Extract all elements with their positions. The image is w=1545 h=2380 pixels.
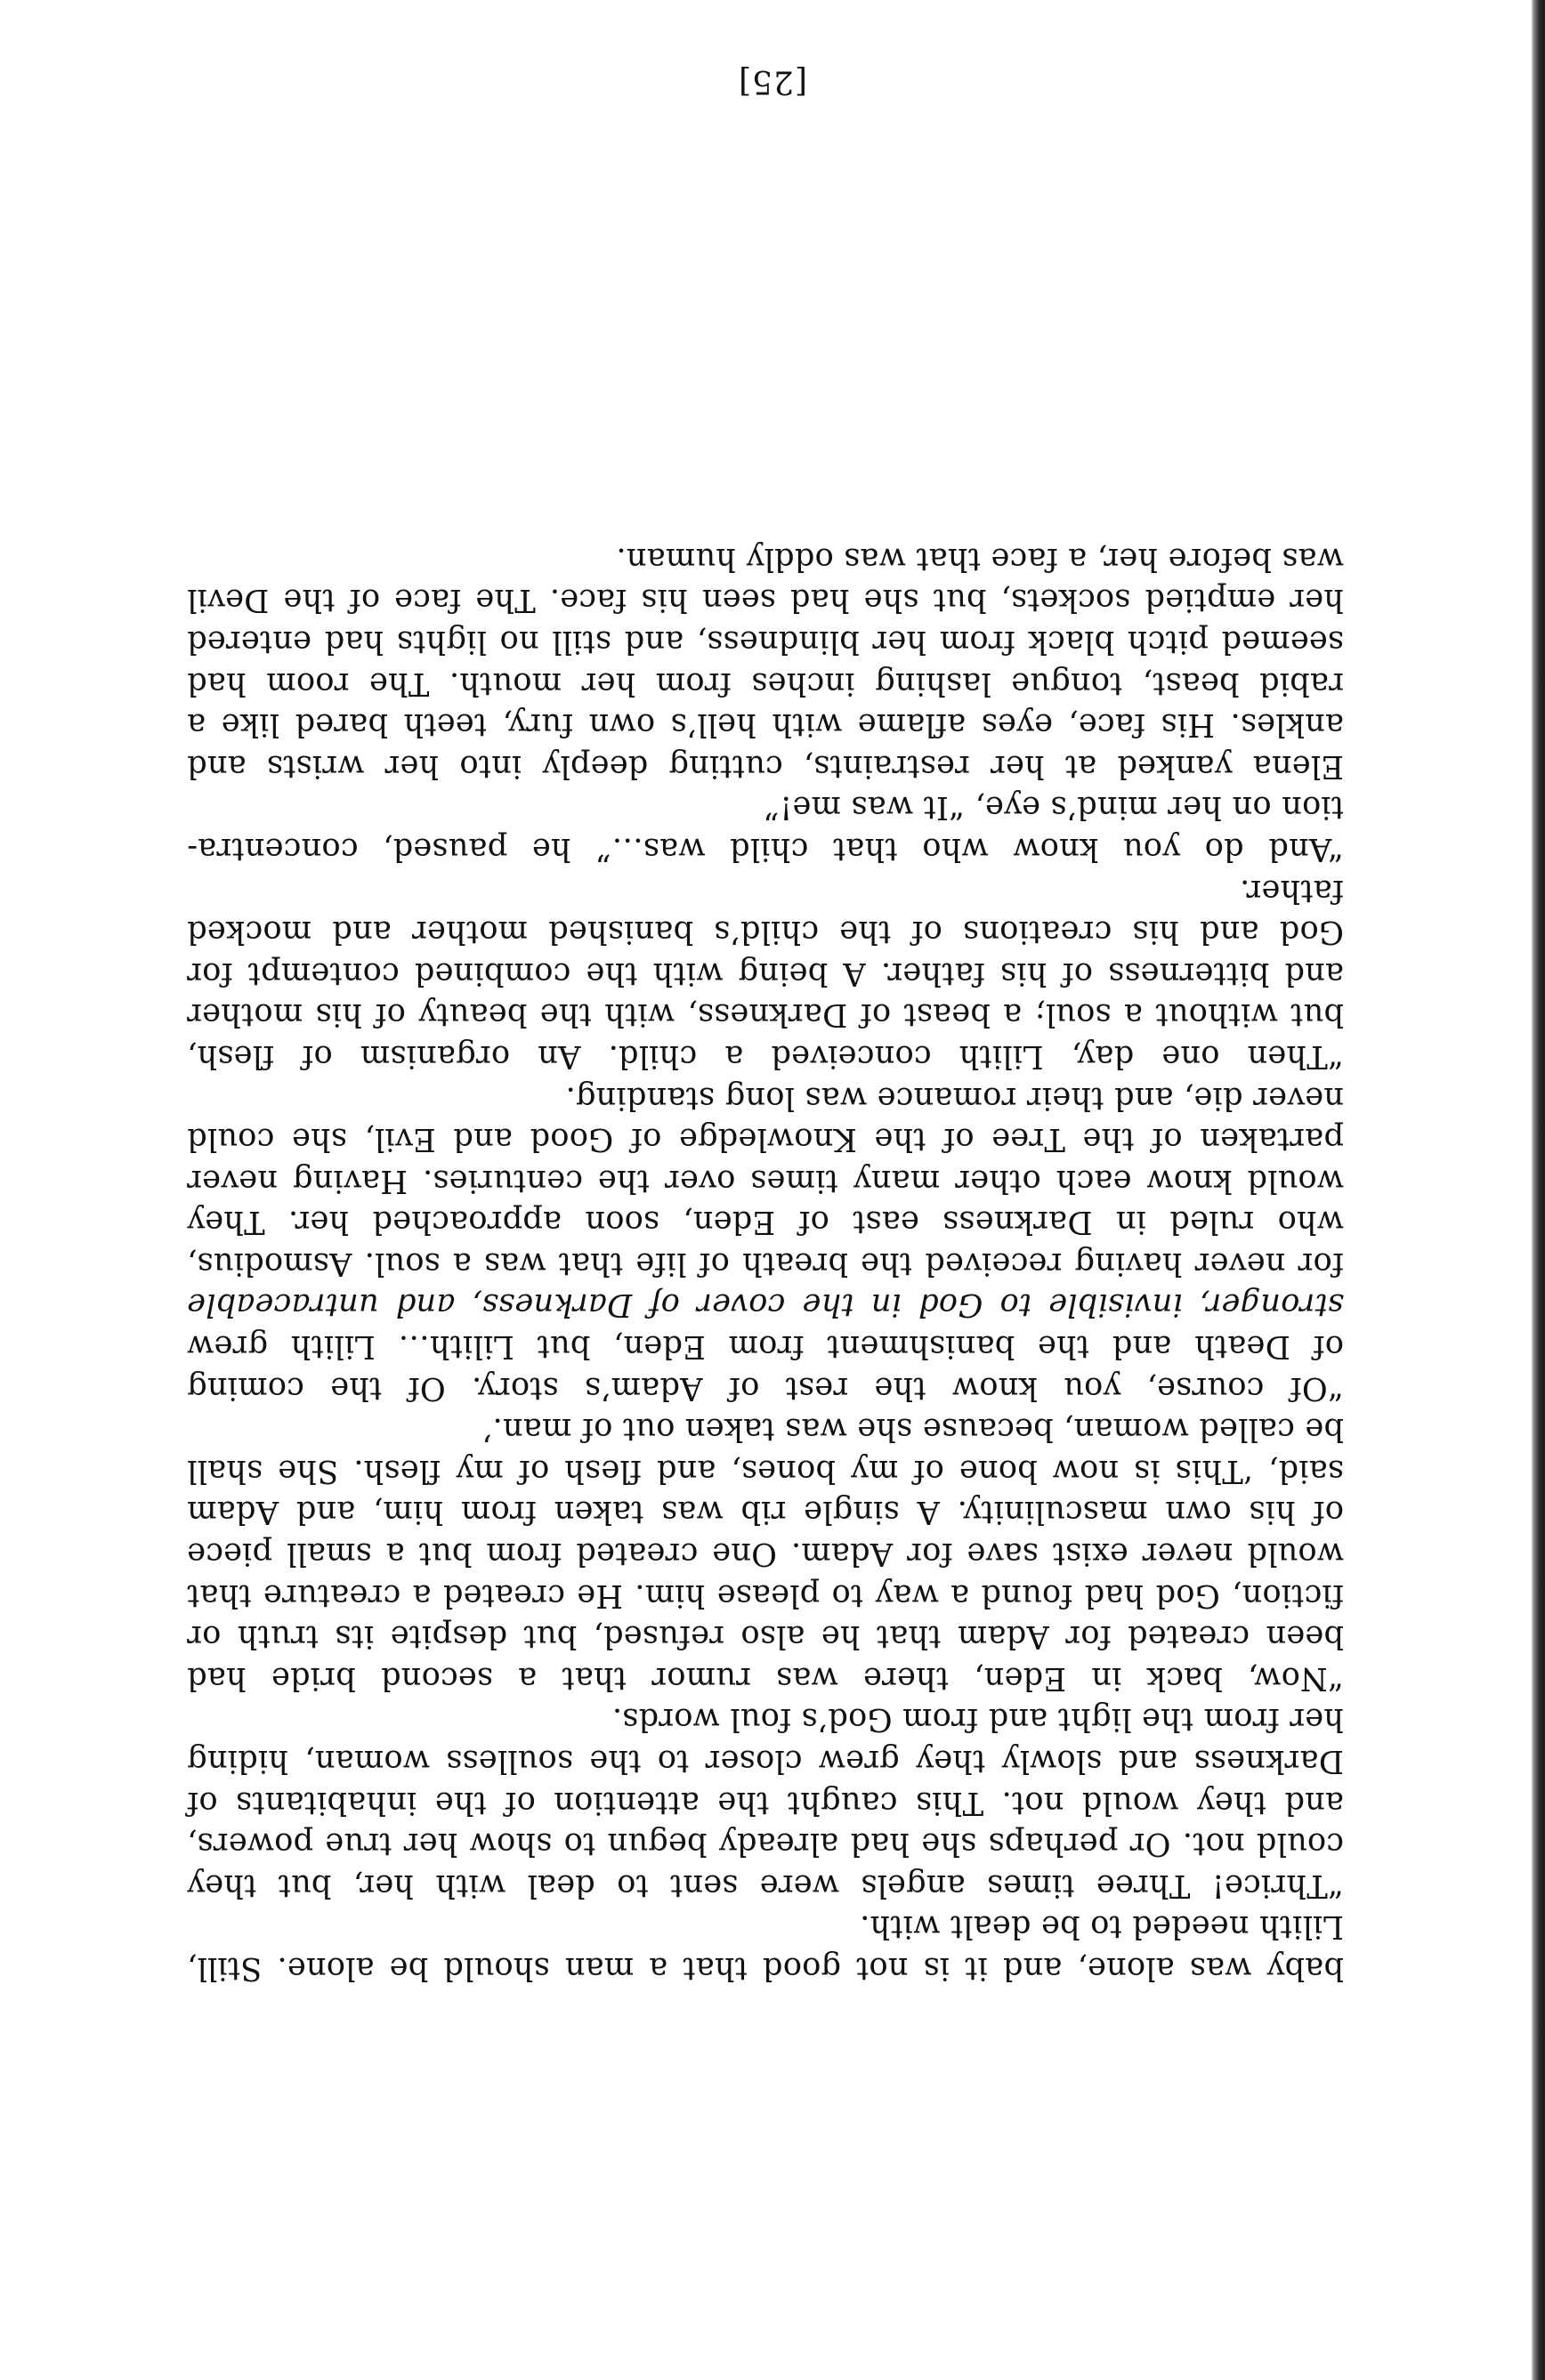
text-line: “Now, back in Eden, there was rumor that a second bride had (187, 1659, 1344, 1697)
paragraph (187, 1906, 1344, 1989)
paragraph (187, 1408, 1344, 1698)
text-line: would never exist save for Adam. One created from but a small piece (187, 1536, 1344, 1573)
text-line: Lilith needed to be dealt with. (860, 1908, 1344, 1946)
italic-text: stronger, invisible to God in the cover of Darkness, and untraceable (187, 1287, 1344, 1324)
text-line: tion on her mind’s eye, “It was me!” (763, 789, 1344, 827)
text-line: seemed pitch black from her blindness, and still no lights had entered (187, 624, 1344, 660)
text-line: for never having received the breath of life that was a soul. Asmodius, (187, 1245, 1344, 1282)
text-line: partaken of the Tree of the Knowledge of Good and Evil, she could (187, 1121, 1344, 1158)
text-line: fiction, God had found a way to please him. He created a creature that (187, 1577, 1344, 1614)
page-number: [25] (738, 63, 807, 100)
text-line: could not. Or perhaps she had already begun to show her true powers, (187, 1826, 1344, 1863)
paragraph (187, 787, 1344, 869)
text-line: ankles. His face, eyes aflame with hell’s own fury, teeth bared like a (187, 706, 1344, 744)
text-line: of Death and the banishment from Eden, but Lilith… Lilith grew (187, 1328, 1344, 1366)
paragraph (187, 869, 1344, 1077)
text-line: “And do you know who that child was…” he paused, concentra- (187, 830, 1344, 867)
text-line: been created for Adam that he also refused, but despite its truth or (187, 1618, 1344, 1656)
text-line: be called woman, because she was taken out of man.’ (481, 1411, 1344, 1448)
text-line: “Of course, you know the rest of Adam’s story. Of the coming (187, 1369, 1344, 1407)
text-line: Darkness and slowly they grew closer to the soulless woman, hiding (187, 1743, 1344, 1780)
text-line: rabid beast, tongue lashing inches from her mouth. The room had (187, 665, 1344, 702)
text-line (187, 1284, 1344, 1326)
text-line: father. (1239, 872, 1344, 909)
text-line: Elena yanked at her restraints, cutting deeply into her wrists and (187, 747, 1344, 785)
text-line: “Then one day, Lilith conceived a child. An organism of flesh, (187, 1037, 1344, 1075)
text-line: but without a soul; a beast of Darkness, with the beauty of his mother (187, 996, 1344, 1034)
paragraph (187, 1077, 1344, 1408)
text-line: of his own masculinity. A single rib was taken from him, and Adam (187, 1494, 1344, 1531)
text-line: would know each other many times over the centuries. Having never (187, 1162, 1344, 1199)
paragraph (187, 1698, 1344, 1906)
text-line: and bitterness of his father. A being with the combined contempt for (187, 955, 1344, 992)
text-line: baby was alone, and it is not good that a man should be alone. Still, (187, 1950, 1344, 1987)
body-text (187, 537, 1344, 1989)
text-line: and they would not. This caught the attention of the inhabitants of (187, 1784, 1344, 1821)
text-line: said, ‘This is now bone of my bones, and flesh of my flesh. She shall (187, 1452, 1344, 1489)
text-line: never die, and their romance was long standing. (565, 1079, 1344, 1117)
paragraph (187, 537, 1344, 787)
text-line: who ruled in Darkness east of Eden, soon approached her. They (187, 1204, 1344, 1241)
text-line: “Thrice! Three times angels were sent to deal with her, but they (187, 1867, 1344, 1904)
text-line: God and his creations of the child’s banished mother and mocked (187, 914, 1344, 951)
text-line: was before her, a face that was oddly human. (616, 540, 1344, 577)
scanner-edge-shadow (1531, 0, 1545, 2380)
text-line: her emptied sockets, but she had seen his face. The face of the Devil (187, 582, 1344, 619)
text-line: her from the light and from God’s foul words. (611, 1701, 1344, 1739)
